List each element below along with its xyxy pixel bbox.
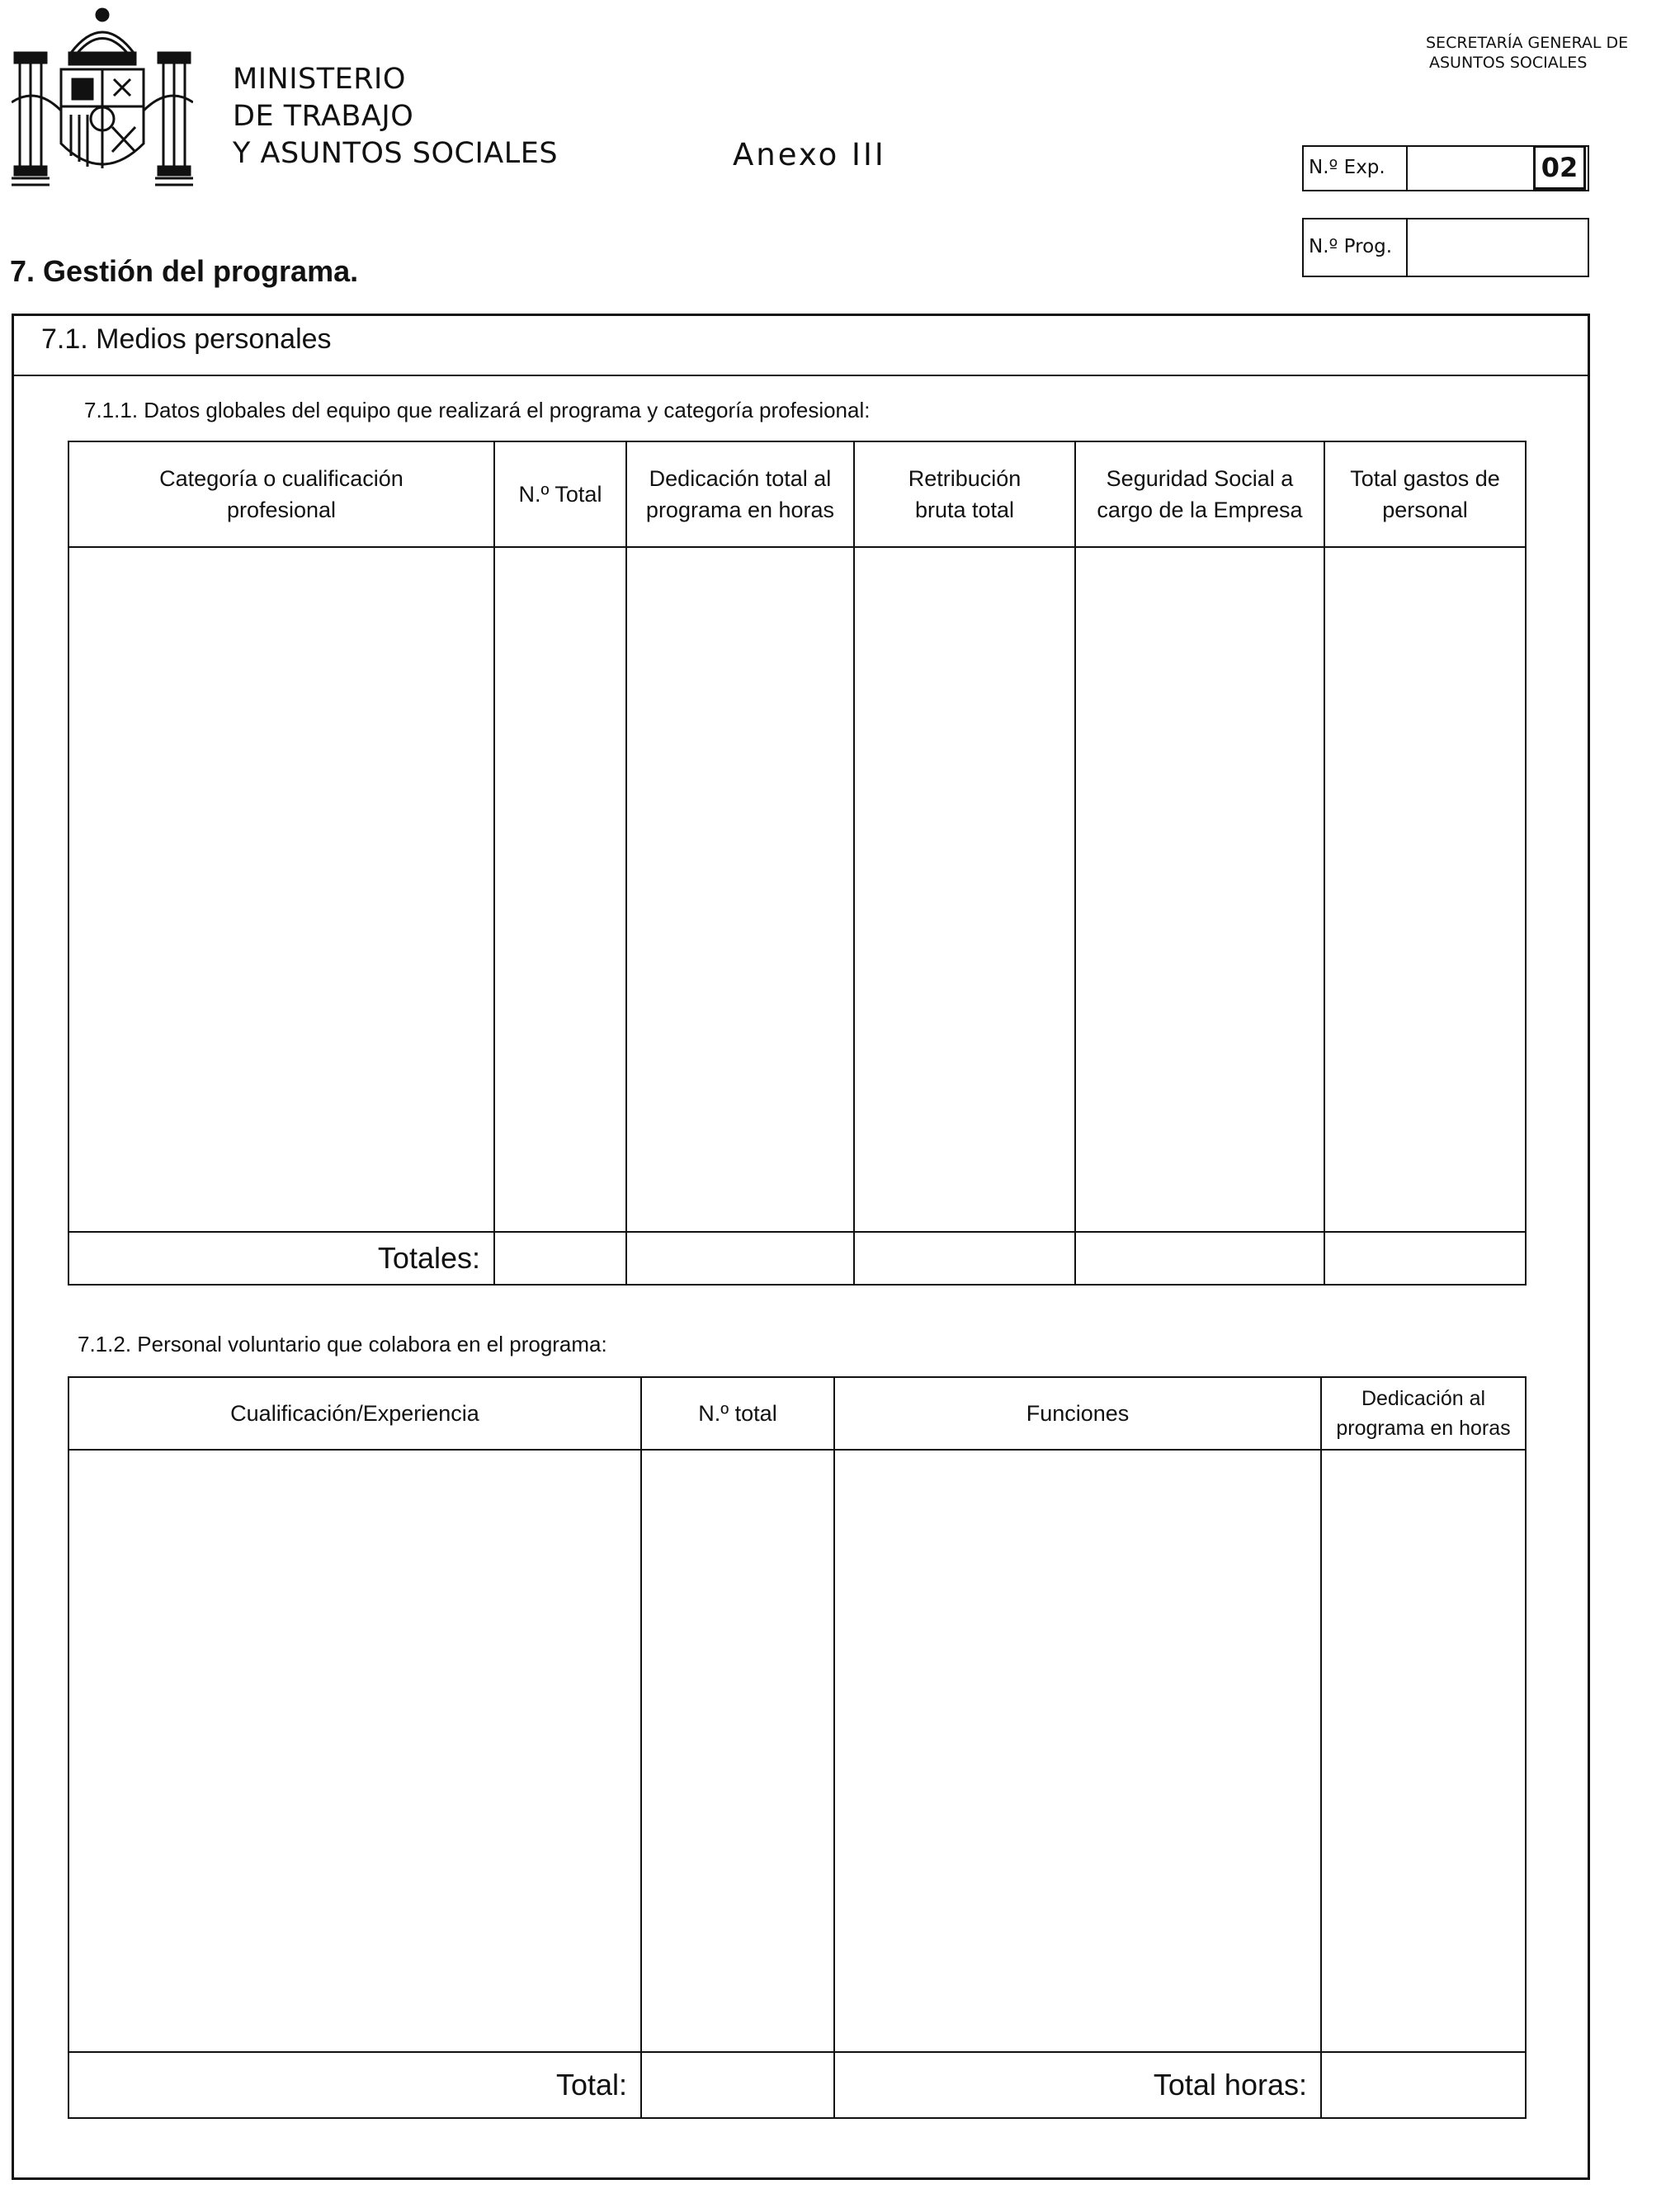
col-header-vol-total: N.º total [641,1377,834,1450]
col-header-qualification: Cualificación/Experiencia [68,1377,641,1450]
qualification-cell[interactable] [68,1450,641,2052]
prog-label: N.º Prog. [1309,236,1393,257]
category-cell[interactable] [68,547,494,1232]
staff-table-body [68,547,1526,1232]
volunteer-table [68,1376,1527,2119]
volunteer-table-body [68,1450,1526,2052]
totals-salary-cell[interactable] [854,1232,1075,1285]
col-header-salary: Retribución bruta total [854,441,1075,547]
vol-dedication-cell[interactable] [1321,1450,1526,2052]
total-cell[interactable] [494,547,626,1232]
prog-label-box [1302,218,1408,277]
secretaria-line-2: ASUNTOS SOCIALES [1429,54,1588,72]
social-security-cell[interactable] [1075,547,1324,1232]
table2-caption: 7.1.2. Personal voluntario que colabora en el programa: [78,1332,607,1356]
staff-table [68,441,1527,1286]
table1-caption: 7.1.1. Datos globales del equipo que realizará el programa y categoría profesional: [84,398,871,422]
prog-number-field[interactable] [1406,218,1589,277]
section-title: 7. Gestión del programa. [10,254,359,288]
secretaria-name [1426,33,1628,73]
annex-title: Anexo III [733,137,886,172]
volunteer-totals-row [68,2052,1526,2118]
col-header-total: N.º Total [494,441,626,547]
total-hours-label: Total horas: [834,2052,1321,2118]
col-header-dedication: Dedicación total al programa en horas [626,441,854,547]
salary-cell[interactable] [854,547,1075,1232]
secretaria-line-1: SECRETARÍA GENERAL DE [1426,34,1629,52]
volunteer-table-header [68,1377,1526,1450]
totals-dedication-cell[interactable] [626,1232,854,1285]
coat-of-arms-icon [12,3,193,189]
col-header-category: Categoría o cualificación profesional [68,441,494,547]
functions-cell[interactable] [834,1450,1321,2052]
total-label: Total: [68,2052,641,2118]
totals-total-cell[interactable] [494,1232,626,1285]
staff-totals-row [68,1232,1526,1285]
exp-label-box [1302,145,1408,191]
col-header-vol-dedication: Dedicación al programa en horas [1321,1377,1526,1450]
staff-table-header [68,441,1526,547]
totals-personnel-costs-cell[interactable] [1324,1232,1526,1285]
vol-total-cell[interactable] [641,1450,834,2052]
exp-label: N.º Exp. [1309,157,1385,178]
totals-social-security-cell[interactable] [1075,1232,1324,1285]
exp-code: 02 [1533,145,1586,190]
ministry-name [233,61,558,172]
ministry-line-1: MINISTERIO [233,63,406,96]
ministry-line-2: DE TRABAJO [233,100,414,133]
vol-total-sum-cell[interactable] [641,2052,834,2118]
dedication-cell[interactable] [626,547,854,1232]
col-header-functions: Funciones [834,1377,1321,1450]
ministry-line-3: Y ASUNTOS SOCIALES [233,137,559,170]
col-header-personnel-costs: Total gastos de personal [1324,441,1526,547]
vol-hours-sum-cell[interactable] [1321,2052,1526,2118]
totals-label: Totales: [68,1232,494,1285]
personnel-costs-cell[interactable] [1324,547,1526,1232]
subsection-title: 7.1. Medios personales [41,323,332,355]
col-header-social-security: Seguridad Social a cargo de la Empresa [1075,441,1324,547]
